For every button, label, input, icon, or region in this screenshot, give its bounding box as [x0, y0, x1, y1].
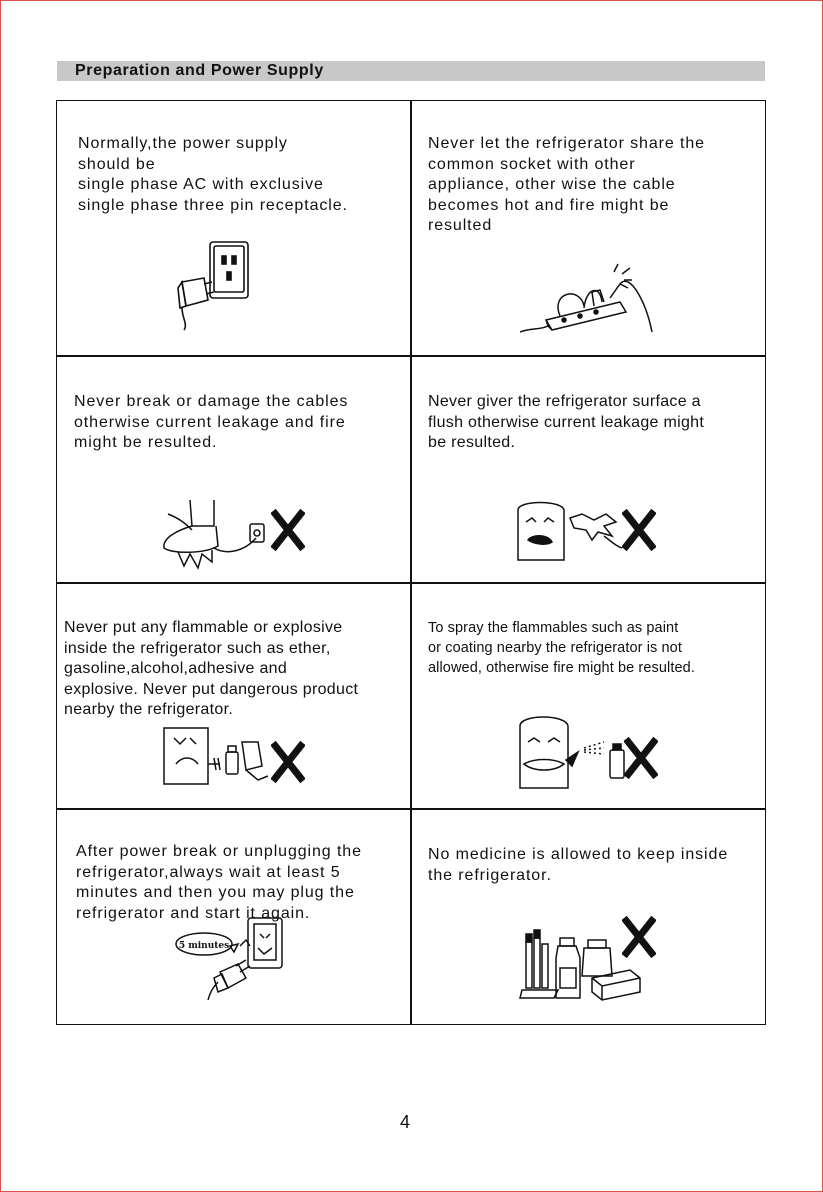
cell-6-text: To spray the flammables such as paint or coating nearby the refrigerator is not allowed, otherwise fire might be resulted. [428, 620, 695, 676]
stepping-on-cable-icon [158, 496, 274, 570]
grid-divider-row-2 [56, 582, 766, 584]
grid-divider-row-3 [56, 808, 766, 810]
wait-5-minutes-icon [174, 916, 288, 1004]
prohibited-x-icon [622, 509, 656, 551]
water-splash-fridge-icon [512, 496, 624, 566]
plug-socket-icon [168, 238, 258, 332]
cell-8-text: No medicine is allowed to keep inside the refrigerator. [428, 846, 729, 884]
cell-1-text: Normally,the power supply should be single phase AC with exclusive single phase three pin receptacle. [78, 135, 348, 214]
prohibited-x-icon [271, 741, 305, 783]
section-title: Preparation and Power Supply [75, 62, 324, 79]
cell-4-text: Never giver the refrigerator surface a flush otherwise current leakage might be resulted. [428, 393, 705, 451]
cell-3-text: Never break or damage the cables otherwise current leakage and fire might be resulted. [74, 393, 349, 451]
spray-can-fridge-icon [514, 712, 632, 790]
section-header [57, 61, 765, 81]
timer-bubble-label: 5 minutes [178, 941, 230, 951]
prohibited-x-icon [271, 509, 305, 551]
cell-7-text: After power break or unplugging the refrigerator,always wait at least 5 minutes and then you may plug the refrigerator and start it again. [76, 843, 362, 922]
prohibited-x-icon [622, 916, 656, 958]
prohibited-x-icon [624, 737, 658, 779]
power-strip-icon [520, 262, 660, 338]
cell-5-text: Never put any flammable or explosive inside the refrigerator such as ether, gasoline,alcohol,adhesive and explosive. Never put dangerous product nearby the refrigerator. [64, 619, 359, 718]
grid-divider-row-1 [56, 355, 766, 357]
page-number: 4 [400, 1112, 411, 1132]
grid-divider-vertical [410, 100, 412, 1025]
cell-2-text: Never let the refrigerator share the common socket with other appliance, other wise the cable becomes hot and fire might be resulted [428, 135, 705, 234]
flammables-fridge-icon [162, 724, 270, 786]
